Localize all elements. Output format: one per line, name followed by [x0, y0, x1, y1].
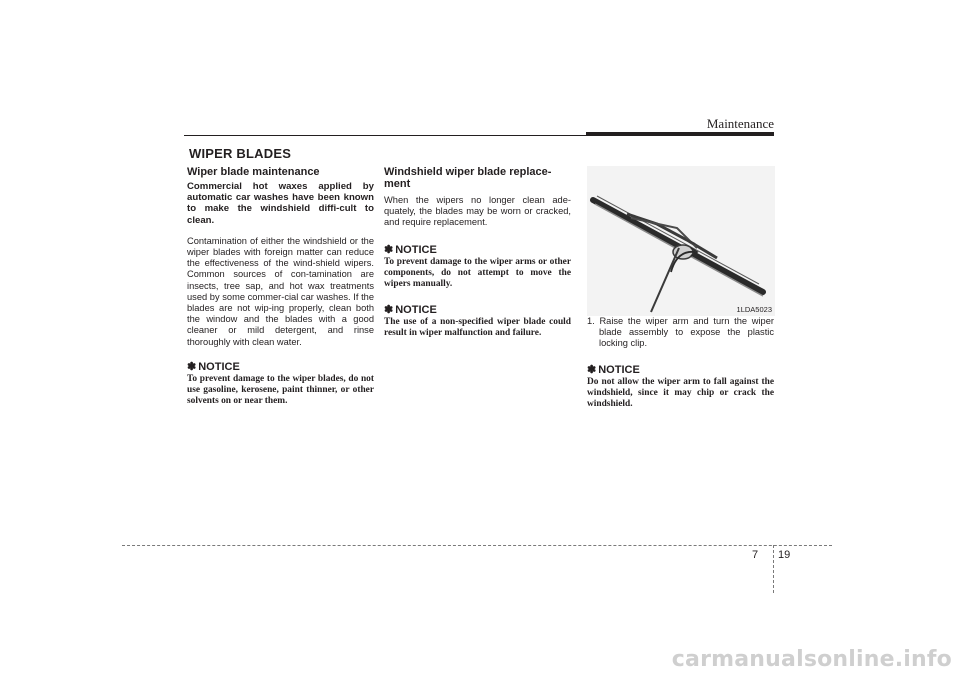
- notice-text: To prevent damage to the wiper blades, do not use gasoline, kerosene, paint thinner, or other solvents on or near them.: [187, 373, 374, 407]
- column-2: [384, 166, 571, 340]
- notice-label: NOTICE: [395, 304, 437, 317]
- notice-heading: [384, 304, 571, 316]
- wiper-blade-illustration: [587, 166, 775, 316]
- section-header: Maintenance: [706, 116, 774, 131]
- notice-label: NOTICE: [198, 360, 240, 373]
- header-rule-accent: [586, 132, 774, 136]
- replacement-paragraph: When the wipers no longer clean ade-quately, the blades may be worn or cracked, and require replacement.: [384, 195, 571, 228]
- footer-rule: [122, 545, 832, 546]
- watermark: carmanualsonline.info: [671, 647, 952, 672]
- notice-text: Do not allow the wiper arm to fall against the windshield, since it may chip or crack the windshield.: [587, 376, 774, 410]
- notice-heading: [587, 364, 774, 376]
- notice-label: NOTICE: [598, 363, 640, 376]
- replacement-heading: Windshield wiper blade replace-ment: [384, 166, 552, 190]
- notice-text: The use of a non-specified wiper blade could result in wiper malfunction and failure.: [384, 317, 571, 339]
- notice-text: To prevent damage to the wiper arms or other components, do not attempt to move the wipers manually.: [384, 256, 571, 290]
- notice-heading: [187, 361, 374, 373]
- notice-label: NOTICE: [395, 243, 437, 256]
- notice-heading: [384, 244, 571, 256]
- footer-divider: [773, 545, 774, 593]
- chapter-number: 7: [752, 549, 759, 561]
- column-3: [587, 316, 774, 410]
- notice-star-icon: ✽: [187, 360, 197, 373]
- figure-code: 1LDA5023: [736, 305, 772, 314]
- section-title: WIPER BLADES: [189, 146, 292, 161]
- wiper-maintenance-heading: Wiper blade maintenance: [187, 166, 320, 178]
- notice-star-icon: ✽: [384, 304, 394, 317]
- page-number: 19: [778, 549, 791, 561]
- step-1-text: 1. Raise the wiper arm and turn the wiper blade assembly to expose the plastic locking clip.: [587, 316, 774, 349]
- notice-star-icon: ✽: [587, 363, 597, 376]
- column-1: [187, 166, 374, 407]
- hot-wax-warning: Commercial hot waxes applied by automatic car washes have been known to make the windshield diffi-cult to clean.: [187, 181, 374, 226]
- notice-star-icon: ✽: [384, 243, 394, 256]
- wiper-blade-icon: [587, 166, 775, 316]
- contamination-paragraph: Contamination of either the windshield or the wiper blades with foreign matter can reduce the effectiveness of the wind-shield wipers. Common sources of con-tamination are insects, tree sap, and hot wax treatments used by some commer-cial car washes. If the blades are not wip-ing properly, clean both the window and the blades with a good cleaner or mild detergent, and rinse thoroughly with clean water.: [187, 235, 374, 347]
